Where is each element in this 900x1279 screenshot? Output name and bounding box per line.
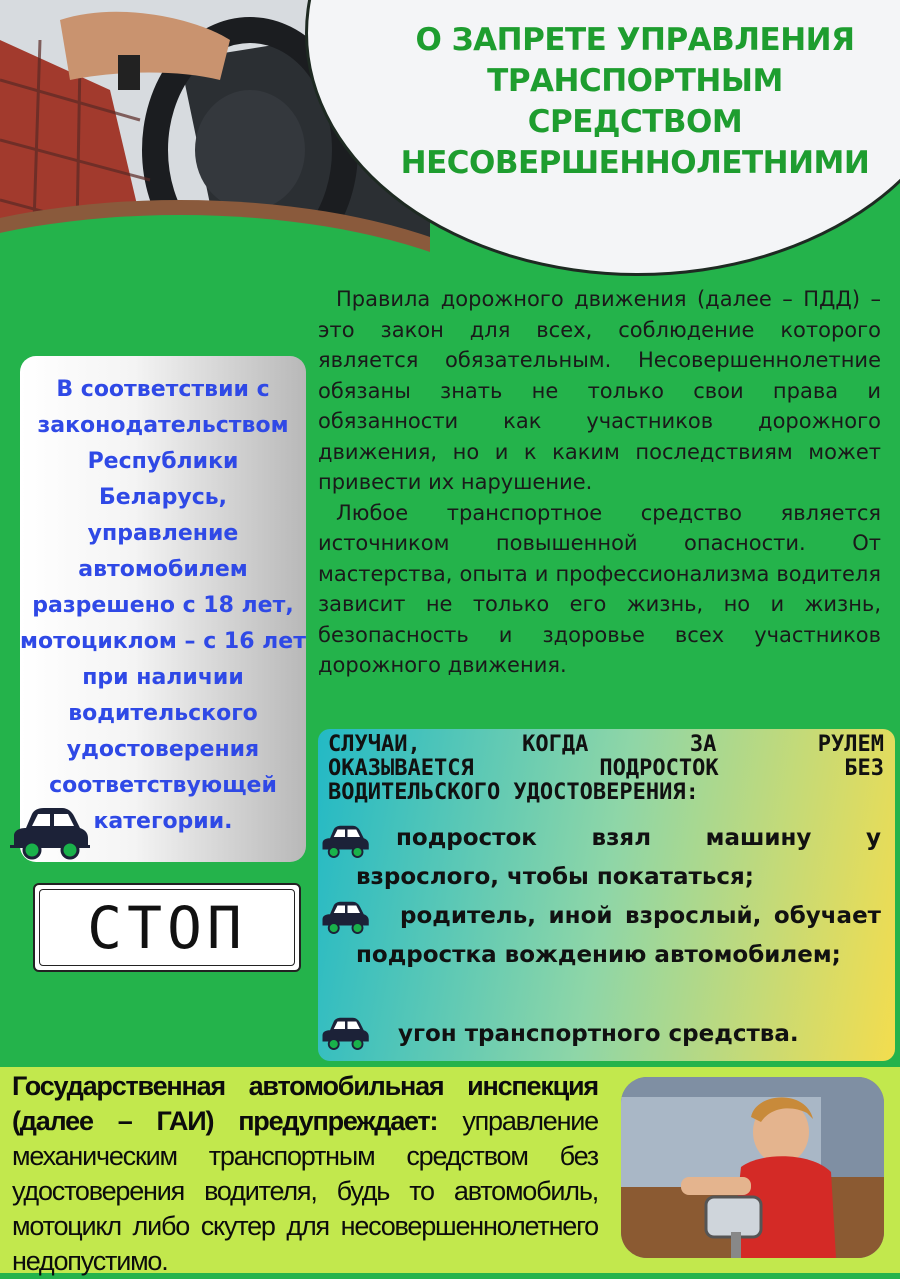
cases-title-line: СЛУЧАИ, КОГДА ЗА РУЛЕМ [328, 732, 884, 757]
intro-text [318, 284, 881, 681]
gai-warning-heading: Государственная автомобильная инспекция (далее – ГАИ) предупреждает: [12, 1071, 598, 1136]
gai-warning [12, 1069, 598, 1279]
boy-photo [621, 1077, 884, 1258]
case-item: угон транспортного средства. [398, 1021, 799, 1047]
stop-sign [33, 883, 301, 972]
case-item: родитель, иной взрослый, обучает подростка вождению автомобилем; [356, 903, 881, 968]
cases-title [328, 733, 884, 805]
cases-title-line: ВОДИТЕЛЬСКОГО УДОСТОВЕРЕНИЯ: [328, 780, 699, 805]
stop-sign-text: СТОП [39, 889, 295, 966]
car-icon [320, 1015, 370, 1053]
title-line: СРЕДСТВОМ [527, 104, 743, 140]
cases-title-line: ОКАЗЫВАЕТСЯ ПОДРОСТОК БЕЗ [328, 756, 884, 781]
case-item: подросток взял машину у взрослого, чтобы покататься; [356, 825, 881, 890]
gai-warning-body: управление механическим транспортным средством без удостоверения водителя, будь то автомобиль, мотоцикл либо скутер для несовершеннолетнего недопустимо. [12, 1106, 598, 1276]
intro-paragraph: Любое транспортное средство является источником повышенной опасности. От мастерства, опыта и профессионализма водителя зависит не только его жизнь, но и жизнь, безопасность и здоровье всех участников дорожного движения. [318, 500, 881, 677]
title-line: О ЗАПРЕТЕ УПРАВЛЕНИЯ [415, 22, 855, 58]
law-text: В соответствии с законодательством Республики Беларусь, управление автомобилем разрешено с 18 лет, мотоциклом – с 16 лет при наличии водительского удостоверения соответствующей категории. [20, 377, 306, 834]
page-title [380, 20, 890, 184]
car-icon [10, 806, 90, 862]
title-line: НЕСОВЕРШЕННОЛЕТНИМИ [400, 145, 870, 181]
title-line: ТРАНСПОРТНЫМ [487, 63, 783, 99]
intro-paragraph: Правила дорожного движения (далее – ПДД) – это закон для всех, соблюдение которого является обязательным. Несовершеннолетние обязаны знать не только свои права и обязанности как участников дорожного движения, но и к каким последствиям может привести их нарушение. [318, 287, 881, 494]
boy-illustration [621, 1077, 884, 1258]
